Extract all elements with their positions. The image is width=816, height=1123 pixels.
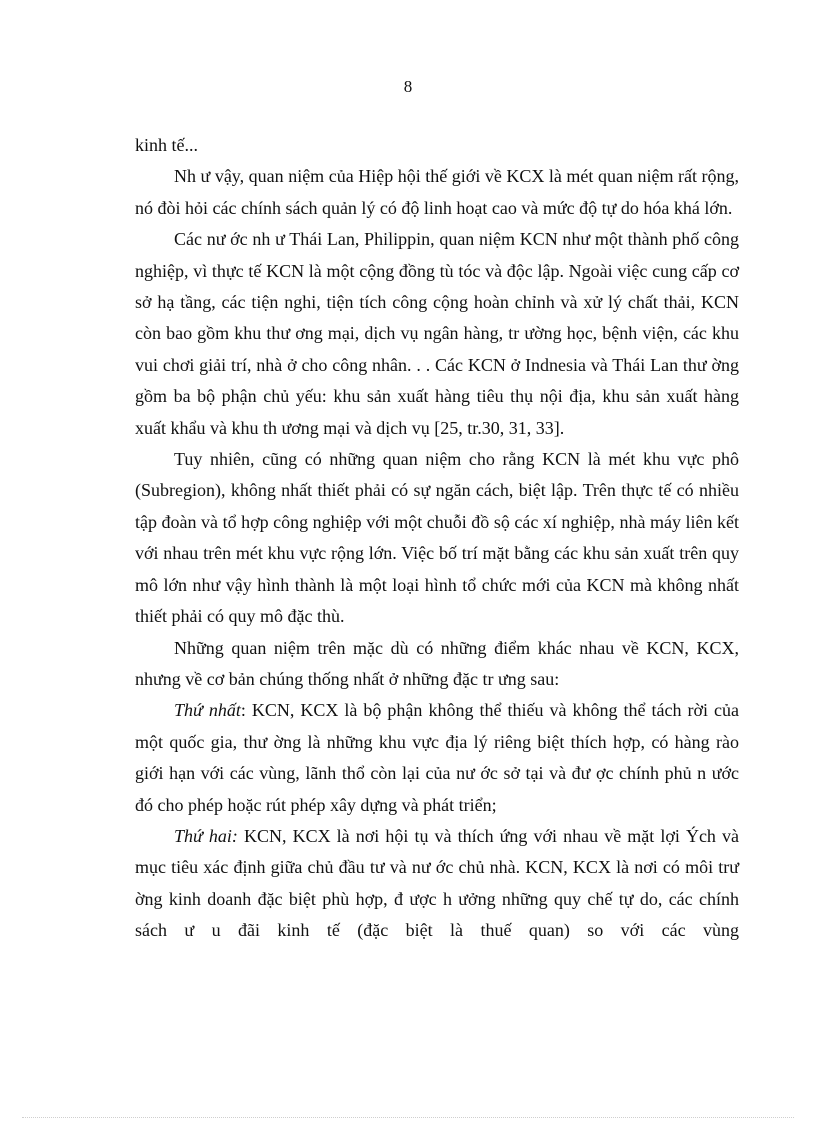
page-bottom-divider [22,1117,794,1118]
paragraph: Các nư ớc nh ư Thái Lan, Philippin, quan niệm KCN như một thành phố công nghiệp, vì thực tế KCN là một cộng đồng tù tóc và độc lập. Ngoài việc cung cấp cơ sở hạ tầng, các tiện nghi, tiện tích công cộng hoàn chỉnh và xử lý chất thải, KCN còn bao gồm khu thư ơng mại, dịch vụ ngân hàng, tr ường học, bệnh viện, các khu vui chơi giải trí, nhà ở cho công nhân. . . Các KCN ở Indnesia và Thái Lan thư ờng gồm ba bộ phận chủ yếu: khu sản xuất hàng tiêu thụ nội địa, khu sản xuất hàng xuất khẩu và khu th ương mại và dịch vụ [25, tr.30, 31, 33]. [135,229,739,438]
paragraph-first-feature [135,695,739,821]
body-text [135,130,739,947]
paragraph: Những quan niệm trên mặc dù có những điểm khác nhau về KCN, KCX, nhưng về cơ bản chúng thống nhất ở những đặc tr ưng sau: [135,637,739,689]
italic-lead: Thứ nhất [174,700,241,721]
paragraph-body: : KCN, KCX là bộ phận không thể thiếu và không thể tách rời của một quốc gia, thư ờng là những khu vực địa lý riêng biệt thích hợp, có hàng rào giới hạn với các vùng, lãnh thổ còn lại của nư ớc sở tại và đư ợc chính phủ n ước đó cho phép hoặc rút phép xây dựng và phát triển; [135,700,739,815]
paragraph-second-feature [135,821,739,947]
paragraph: Tuy nhiên, cũng có những quan niệm cho rằng KCN là mét khu vực phô (Subregion), không nhất thiết phải có sự ngăn cách, biệt lập. Trên thực tế có nhiều tập đoàn và tổ hợp công nghiệp với một chuỗi đồ sộ các xí nghiệp, nhà máy liên kết với nhau trên mét khu vực rộng lớn. Việc bố trí mặt bằng các khu sản xuất trên quy mô lớn như vậy hình thành là một loại hình tổ chức mới của KCN mà không nhất thiết phải có quy mô đặc thù. [135,449,739,627]
italic-lead: Thứ hai: [174,825,238,846]
paragraph: Nh ư vậy, quan niệm của Hiệp hội thế giới về KCX là mét quan niệm rất rộng, nó đòi hỏi các chính sách quản lý có độ linh hoạt cao và mức độ tự do hóa khá lớn. [135,166,739,218]
page-number: 8 [403,77,413,96]
paragraph-body: KCN, KCX là nơi hội tụ và thích ứng với nhau về mặt lợi Ých và mục tiêu xác định giữa chủ đầu tư và nư ớc chủ nhà. KCN, KCX là nơi có môi trư ờng kinh doanh đặc biệt phù hợp, đ ược h ưởng những quy chế tự do, các chính sách ư u đãi kinh tế (đặc biệt là thuế quan) so với các vùng [135,825,740,941]
paragraph-continuation: kinh tế... [135,135,198,155]
